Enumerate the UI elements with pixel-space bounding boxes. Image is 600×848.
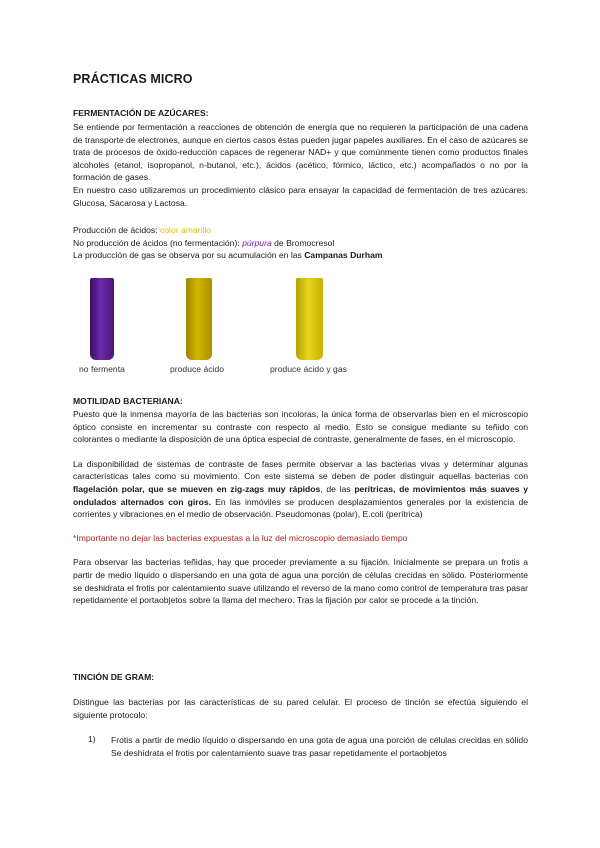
motilidad-heading: MOTILIDAD BACTERIANA: (73, 396, 183, 406)
gas-tube (296, 278, 323, 360)
gram-heading: TINCIÓN DE GRAM: (73, 672, 155, 682)
motilidad-paragraph-1: Puesto que la inmensa mayoría de las bacterias son incoloras, la única forma de observarlas bien en el microscopio óptico consiste en incrementar su contraste con respecto al medio. Esto se consigue mediante su teñido con colorantes o mediante la disposición de una óptica especial de contraste, generalmente de fases, en el microscopio. (73, 409, 528, 445)
tubes-figure (73, 275, 528, 380)
motilidad-paragraph-2: La disponibilidad de sistemas de contraste de fases permite observar a las bacterias vivas y determinar algunas características tales como su movimiento. Con este sistema se deben de poder distinguir aquellas bacterias con flagelación polar, que se mueven en zig-zags muy rápidos, de las perítricas, de movimientos más suaves y ondulados alternados con giros. En las inmóviles se producen desplazamientos generales por la existencia de corrientes y vibraciones en el medio de observación. Pseudomonas (polar), E.coli (perítrica) (73, 458, 529, 520)
result-line-no-acid: No producción de ácidos (no fermentación): púrpura de Bromocresol (73, 237, 335, 248)
gram-steps (73, 734, 528, 759)
motilidad-paragraph-3: Para observar las bacterias teñidas, hay que proceder previamente a su fijación. Inicialmente se prepara un frotis a partir de medio líquido o dispersando en una gota de agua una porción de células crecidas en sólido. Posteriormente se deshidrata el frotis por calentamiento suave utilizando el reverso de la mano como control de temperatura tras pasar repetidamente el portaobjetos sobre la llama del mechero. Tras la fijación por calor se procede a la tinción. (73, 557, 528, 606)
yellow-color-label: color amarillo (159, 225, 212, 235)
warning-note: *Importante no dejar las bacterias expuestas a la luz del microscopio demasiado tiempo (73, 532, 408, 543)
result-line-acid: Producción de ácidos: color amarillo (73, 225, 212, 235)
caption-produce-acido: produce ácido (170, 364, 224, 374)
caption-produce-acido-gas: produce ácido y gas (270, 364, 347, 374)
page-title: PRÁCTICAS MICRO (73, 72, 193, 86)
fermentacion-paragraph-2: En nuestro caso utilizaremos un procedimiento clásico para ensayar la capacidad de fermentación de tres azúcares: Glucosa, Sacarosa y Lactosa. (73, 184, 528, 208)
gram-section (73, 672, 528, 721)
fermentacion-paragraph-1: Se entiende por fermentación a reacciones de obtención de energía que no requieren la participación de una cadena de transporte de electrones, aunque en ciertos casos éstas pueden jugar papeles auxiliares. En el caso de azúcares se trata de procesos de óxido-reducción capaces de regenerar NAD+ y que comúnmente tienen como productos finales alcoholes (etanol, isopropanol, n-butanol, etc.), ácidos (acético, fórmico, láctico, etc.) acompañados o no por la formación de gases. (73, 122, 528, 183)
purple-tube (90, 278, 114, 360)
gram-paragraph-1: Distingue las bacterias por las características de su pared celular. El proceso de tinción se efectúa siguiendo el siguiente protocolo: (73, 697, 528, 720)
gram-step-1: Frotis a partir de medio líquido o dispersando en una gota de agua una porción de células crecidas en sólido Se deshidrata el frotis por calentamiento suave tras pasar repetidamente el portaobjetos (111, 735, 528, 758)
fermentacion-results (73, 224, 528, 262)
purple-color-label: púrpura (242, 237, 272, 248)
fermentacion-section (73, 108, 528, 209)
result-line-gas: La producción de gas se observa por su acumulación en las Campanas Durham (73, 250, 383, 261)
motilidad-section (73, 396, 528, 607)
caption-no-fermenta: no fermenta (79, 364, 125, 374)
yellow-tube (186, 278, 212, 360)
fermentacion-heading: FERMENTACIÓN DE AZÚCARES: (73, 108, 209, 118)
step-number: 1) (88, 734, 96, 744)
